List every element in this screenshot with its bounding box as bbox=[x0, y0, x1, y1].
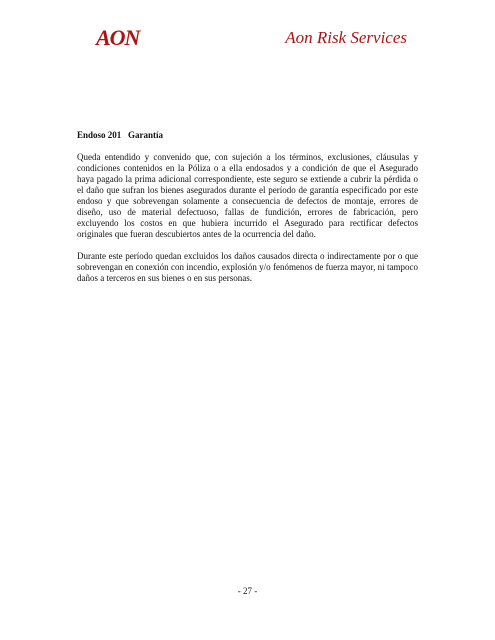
aon-logo: AON bbox=[96, 25, 140, 50]
document-body bbox=[77, 130, 418, 295]
endorsement-title: Garantía bbox=[128, 130, 163, 140]
endorsement-heading bbox=[77, 130, 418, 141]
endorsement-number: Endoso 201 bbox=[77, 130, 122, 140]
exclusions-paragraph: Durante este período quedan excluidos los daños causados directa o indirectamente por o que sobrevengan en conexión con incendio, explosión y/o fenómenos de fuerza mayor, ni tampoco daños a terceros en sus bienes o en sus personas. bbox=[77, 251, 418, 283]
brand-name: Aon Risk Services bbox=[285, 28, 407, 47]
page-number: - 27 - bbox=[237, 586, 258, 596]
coverage-paragraph: Queda entendido y convenido que, con sujeción a los términos, exclusiones, cláusulas y condiciones contenidos en la Póliza o a ella endosados y a condición de que el Asegurado haya pagado la prima adicional correspondiente, este seguro se extiende a cubrir la pérdida o el daño que sufran los bienes asegurados durante el período de garantía especificado por este endoso y que sobrevengan solamente a consecuencia de defectos de montaje, errores de diseño, uso de material defectuoso, fallas de fundición, errores de fabricación, pero excluyendo los costos en que hubiera incurrido el Asegurado para rectificar defectos originales que fueran descubiertos antes de la ocurrencia del daño. bbox=[77, 152, 418, 239]
